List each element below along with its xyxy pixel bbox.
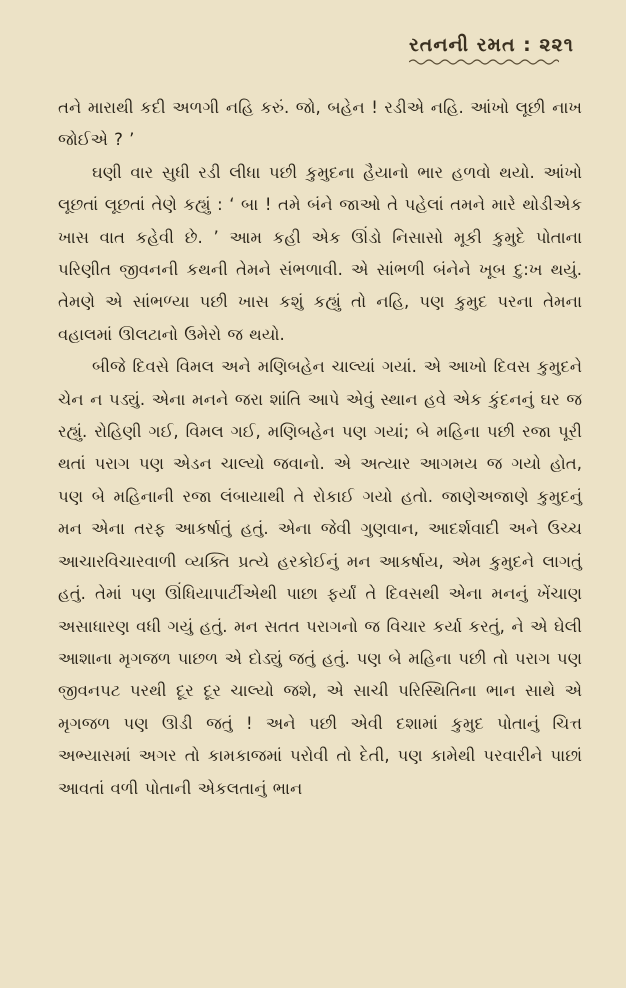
wavy-underline <box>409 58 559 66</box>
running-head-title: રતનની રમત : ૨૨૧ <box>408 34 574 56</box>
paragraph-1: તને મારાથી કદી અળગી નહિ કરું. જો, બહેન ! રડીએ નહિ. આંખો લૂછી નાખ જોઈએ ? ’ <box>58 98 582 150</box>
paragraph-3: બીજે દિવસે વિમલ અને મણિબહેન ચાલ્યાં ગયાં. એ આખો દિવસ કુમુદને ચેન ન પડ્યું. એના મનને જરા શાંતિ આપે એવું સ્થાન હવે એક કુંદનનું ઘર જ રહ્યું. રોહિણી ગઈ, વિમલ ગઈ, મણિબહેન પણ ગયાં; બે મહિના પછી રજા પૂરી થતાં પરાગ પણ એડન ચાલ્યો જવાનો. એ અત્યાર આગમય જ ગયો હોત, પણ બે મહિનાની રજા લંબાયાથી તે રોકાઈ ગયો હતો. જાણેઅજાણે કુમુદનું મન એના તરફ આકર્ષાતું હતું. એના જેવી ગુણવાન, આદર્શવાદી અને ઉચ્ચ આચારવિચારવાળી વ્યક્તિ પ્રત્યે હરકોઈનું મન આકર્ષાય, એમ કુમુદને લાગતું હતું. તેમાં પણ ઊંધિયાપાર્ટીએથી પાછા ફર્યાં તે દિવસથી એના મનનું ખેંચાણ અસાધારણ વધી ગયું હતું. મન સતત પરાગનો જ વિચાર કર્યા કરતું, ને એ ઘેલી આશાના મૃગજળ પાછળ એ દોડ્યું જતું હતું. પણ બે મહિના પછી તો પરાગ પણ જીવનપટ પરથી દૂર દૂર ચાલ્યો જશે, એ સાચી પરિસ્થિતિના ભાન સાથે એ મૃગજળ પણ ઊડી જતું ! અને પછી એવી દશામાં કુમુદ પોતાનું ચિત્ત અભ્યાસમાં અગર તો કામકાજમાં પરોવી તો દેતી, પણ કામેથી પરવારીને પાછાં આવતાં વળી પોતાની એકલતાનું ભાન <box>58 357 582 798</box>
paragraph-2: ઘણી વાર સુધી રડી લીધા પછી કુમુદના હૈયાનો ભાર હળવો થયો. આંખો લૂછતાં લૂછતાં તેણે કહ્યું : ‘ બા ! તમે બંને જાઓ તે પહેલાં તમને મારે થોડીએક ખાસ વાત કહેવી છે. ’ આમ કહી એક ઊંડો નિસાસો મૂકી કુમુદે પોતાના પરિણીત જીવનની કથની તેમને સંભળાવી. એ સાંભળી બંનેને ખૂબ દુ:ખ થયું. તેમણે એ સાંભળ્યા પછી ખાસ કશું કહ્યું તો નહિ, પણ કુમુદ પરના તેમના વહાલમાં ઊલટાનો ઉમેરો જ થયો. <box>58 162 582 344</box>
running-head <box>409 34 574 66</box>
body-text <box>58 92 582 805</box>
